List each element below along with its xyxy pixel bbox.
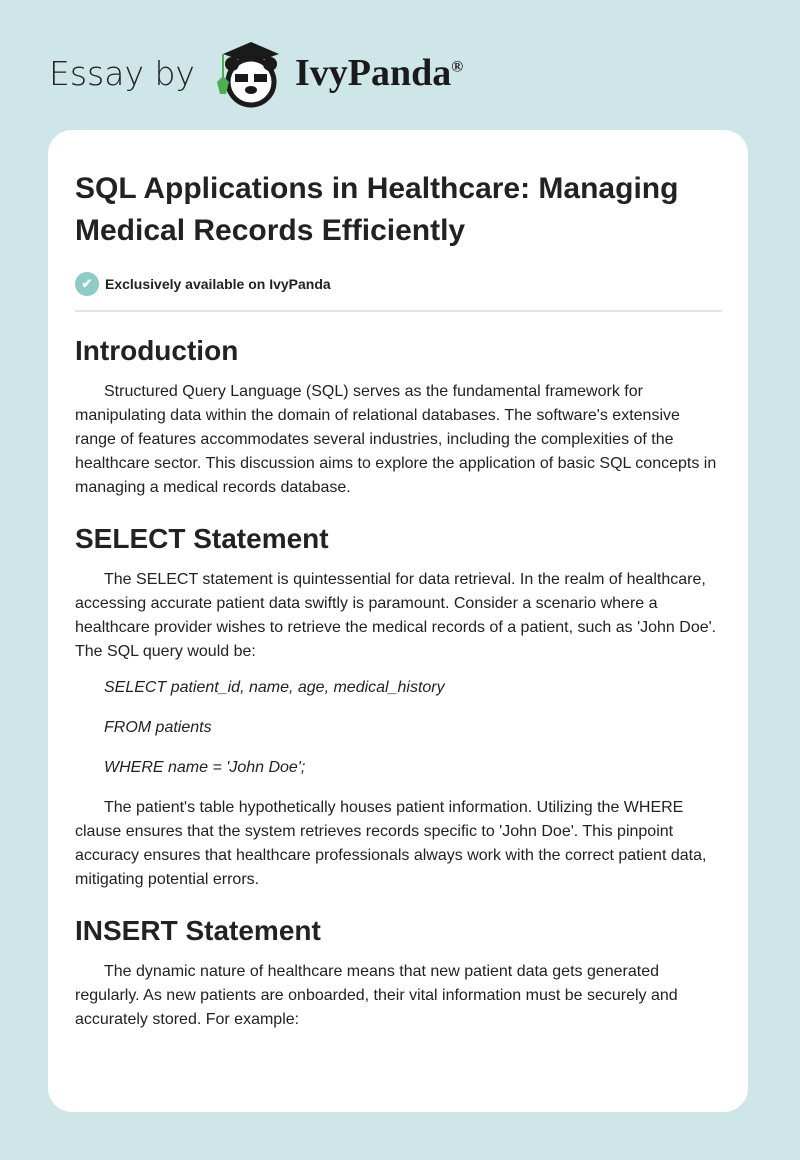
brand-text: IvyPanda	[294, 52, 452, 94]
paragraph: The dynamic nature of healthcare means that new patient data gets generated regularly. As new patients are onboarded, their vital information must be securely and accurately stored. For example:	[75, 963, 678, 1028]
page-title: SQL Applications in Healthcare: Managing Medical Records Efficiently	[75, 172, 679, 247]
essay-card	[48, 130, 748, 1112]
sql-code-line: WHERE name = 'John Doe';	[104, 759, 306, 776]
exclusive-badge	[75, 272, 722, 296]
paragraph: The SELECT statement is quintessential for data retrieval. In the realm of healthcare, accessing accurate patient data swiftly is paramount. Consider a scenario where a healthcare provider wishes to retrieve the medical records of a patient, such as 'John Doe'. The SQL query would be:	[75, 571, 717, 660]
brand-name	[295, 51, 463, 95]
section-heading: Introduction	[75, 335, 239, 366]
paragraph: The patient's table hypothetically houses patient information. Utilizing the WHERE clause ensures that the system retrieves records specific to 'John Doe'. This pinpoint accuracy ensures that healthcare professionals always work with the correct patient data, mitigating potential errors.	[75, 799, 707, 888]
sql-code-line: SELECT patient_id, name, age, medical_history	[104, 679, 445, 696]
essay-by-label: Essay by	[49, 53, 195, 93]
sql-code-line: FROM patients	[104, 719, 212, 736]
divider	[75, 310, 722, 312]
registered-mark: ®	[451, 58, 464, 76]
badge-text: Exclusively available on IvyPanda	[105, 276, 331, 292]
section-heading: SELECT Statement	[75, 523, 329, 554]
panda-logo-icon[interactable]	[213, 38, 287, 108]
paragraph: Structured Query Language (SQL) serves as the fundamental framework for manipulating data within the domain of relational databases. The software's extensive range of features accommodates several industries, including the complexities of the healthcare sector. This discussion aims to explore the application of basic SQL concepts in managing a medical records database.	[75, 383, 717, 496]
site-header	[49, 38, 463, 108]
check-icon: ✔	[75, 272, 99, 296]
section-heading: INSERT Statement	[75, 915, 321, 946]
